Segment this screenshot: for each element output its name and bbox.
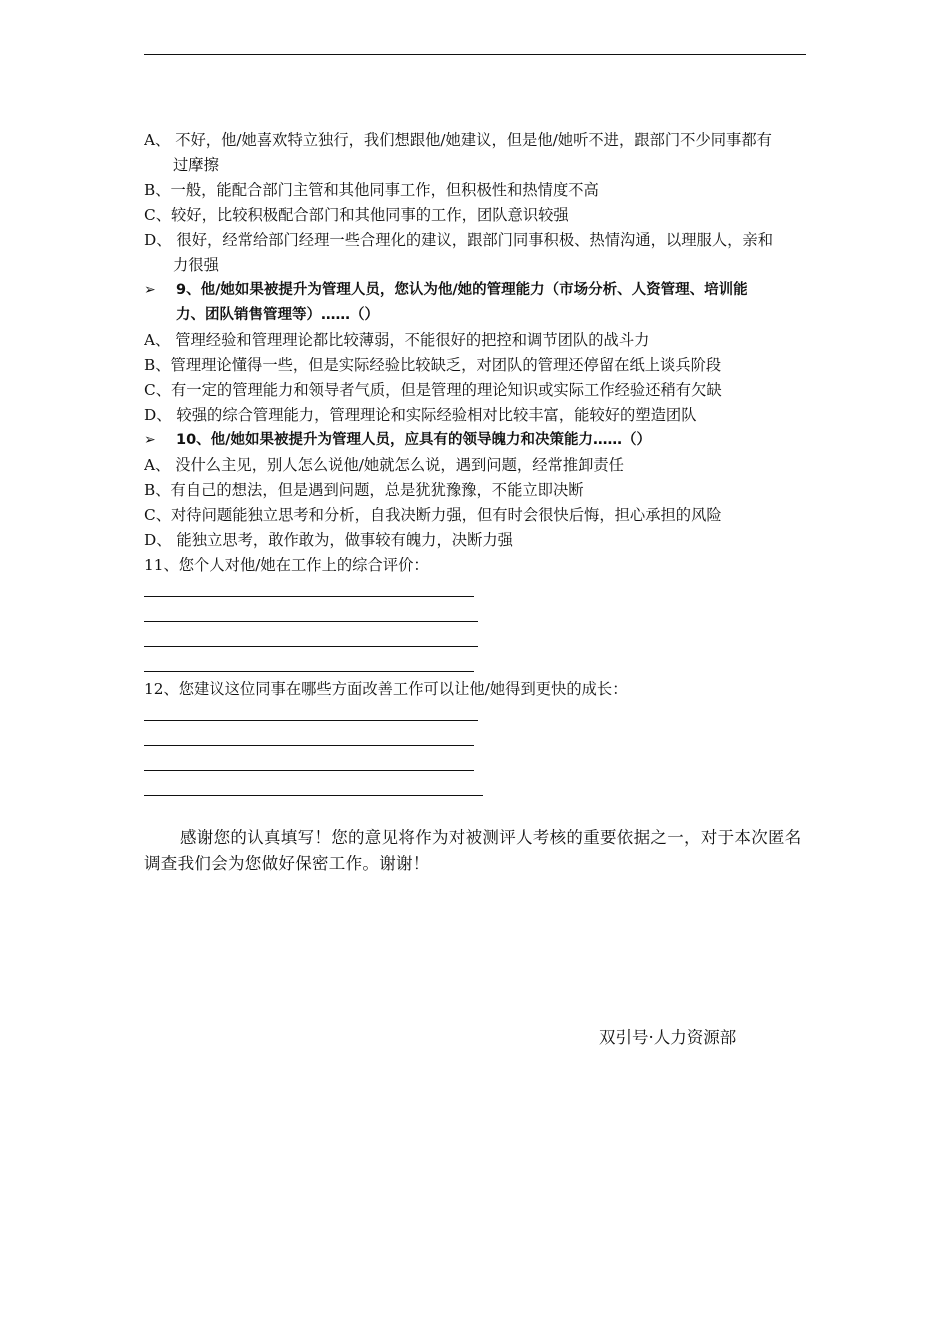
question-10-text: 10、他/她如果被提升为管理人员，应具有的领导魄力和决策能力……（） [176,432,651,448]
question-12 [144,677,808,702]
question-12-title: 12、您建议这位同事在哪些方面改善工作可以让他/她得到更快的成长： [144,680,628,698]
q10-option-c: C、对待问题能独立思考和分析，自我决断力强，但有时会很快后悔，担心承担的风险 [144,506,722,524]
arrow-bullet-icon: ➢ [144,282,156,298]
q9-option-c: C、有一定的管理能力和领导者气质，但是管理的理论知识或实际工作经验还稍有欠缺 [144,381,722,399]
q10-option-a: A、 没什么主见，别人怎么说他/她就怎么说，遇到问题，经常推卸责任 [144,456,624,474]
option-b: B、一般，能配合部门主管和其他同事工作，但积极性和热情度不高 [144,181,599,199]
question-9-title [144,278,808,303]
header-rule [144,54,806,55]
answer-line-11-3[interactable] [144,646,478,647]
answer-line-12-3[interactable] [144,770,474,771]
answer-line-12-4[interactable] [144,795,483,796]
q10-option-b: B、有自己的想法，但是遇到问题，总是犹犹豫豫，不能立即决断 [144,481,584,499]
q10-option-d: D、 能独立思考，敢作敢为，做事较有魄力，决断力强 [144,531,513,549]
q9-option-a: A、 管理经验和管理理论都比较薄弱，不能很好的把控和调节团队的战斗力 [144,331,650,349]
answer-line-12-2[interactable] [144,745,474,746]
answer-line-12-1[interactable] [144,720,478,721]
signature: 双引号·人力资源部 [599,1028,737,1047]
answer-line-11-2[interactable] [144,621,478,622]
option-a-cont: 过摩擦 [173,156,219,174]
option-a: A、 不好，他/她喜欢特立独行，我们想跟他/她建议，但是他/她听不进，跟部门不少同事都有 [144,131,772,149]
option-c: C、较好，比较积极配合部门和其他同事的工作，团队意识较强 [144,206,569,224]
q9-option-b: B、管理理论懂得一些，但是实际经验比较缺乏，对团队的管理还停留在纸上谈兵阶段 [144,356,722,374]
question-9-cont: 力、团队销售管理等）……（） [176,307,379,323]
question-9-text: 9、他/她如果被提升为管理人员，您认为他/她的管理能力（市场分析、人资管理、培训能 [176,282,748,298]
answer-line-11-4[interactable] [144,671,474,672]
option-d-cont: 力很强 [173,256,219,274]
question-11-title: 11、您个人对他/她在工作上的综合评价： [144,556,429,574]
arrow-bullet-icon: ➢ [144,432,156,448]
answer-line-11-1[interactable] [144,596,474,597]
q9-option-d: D、 较强的综合管理能力，管理理论和实际经验相对比较丰富，能较好的塑造团队 [144,406,697,424]
question-8-options [144,128,808,578]
option-d: D、 很好，经常给部门经理一些合理化的建议，跟部门同事积极、热情沟通，以理服人，亲和 [144,231,774,249]
thanks-paragraph: 感谢您的认真填写！您的意见将作为对被测评人考核的重要依据之一，对于本次匿名调查我们会为您做好保密工作。谢谢！ [144,828,802,873]
question-10-title [144,428,808,453]
